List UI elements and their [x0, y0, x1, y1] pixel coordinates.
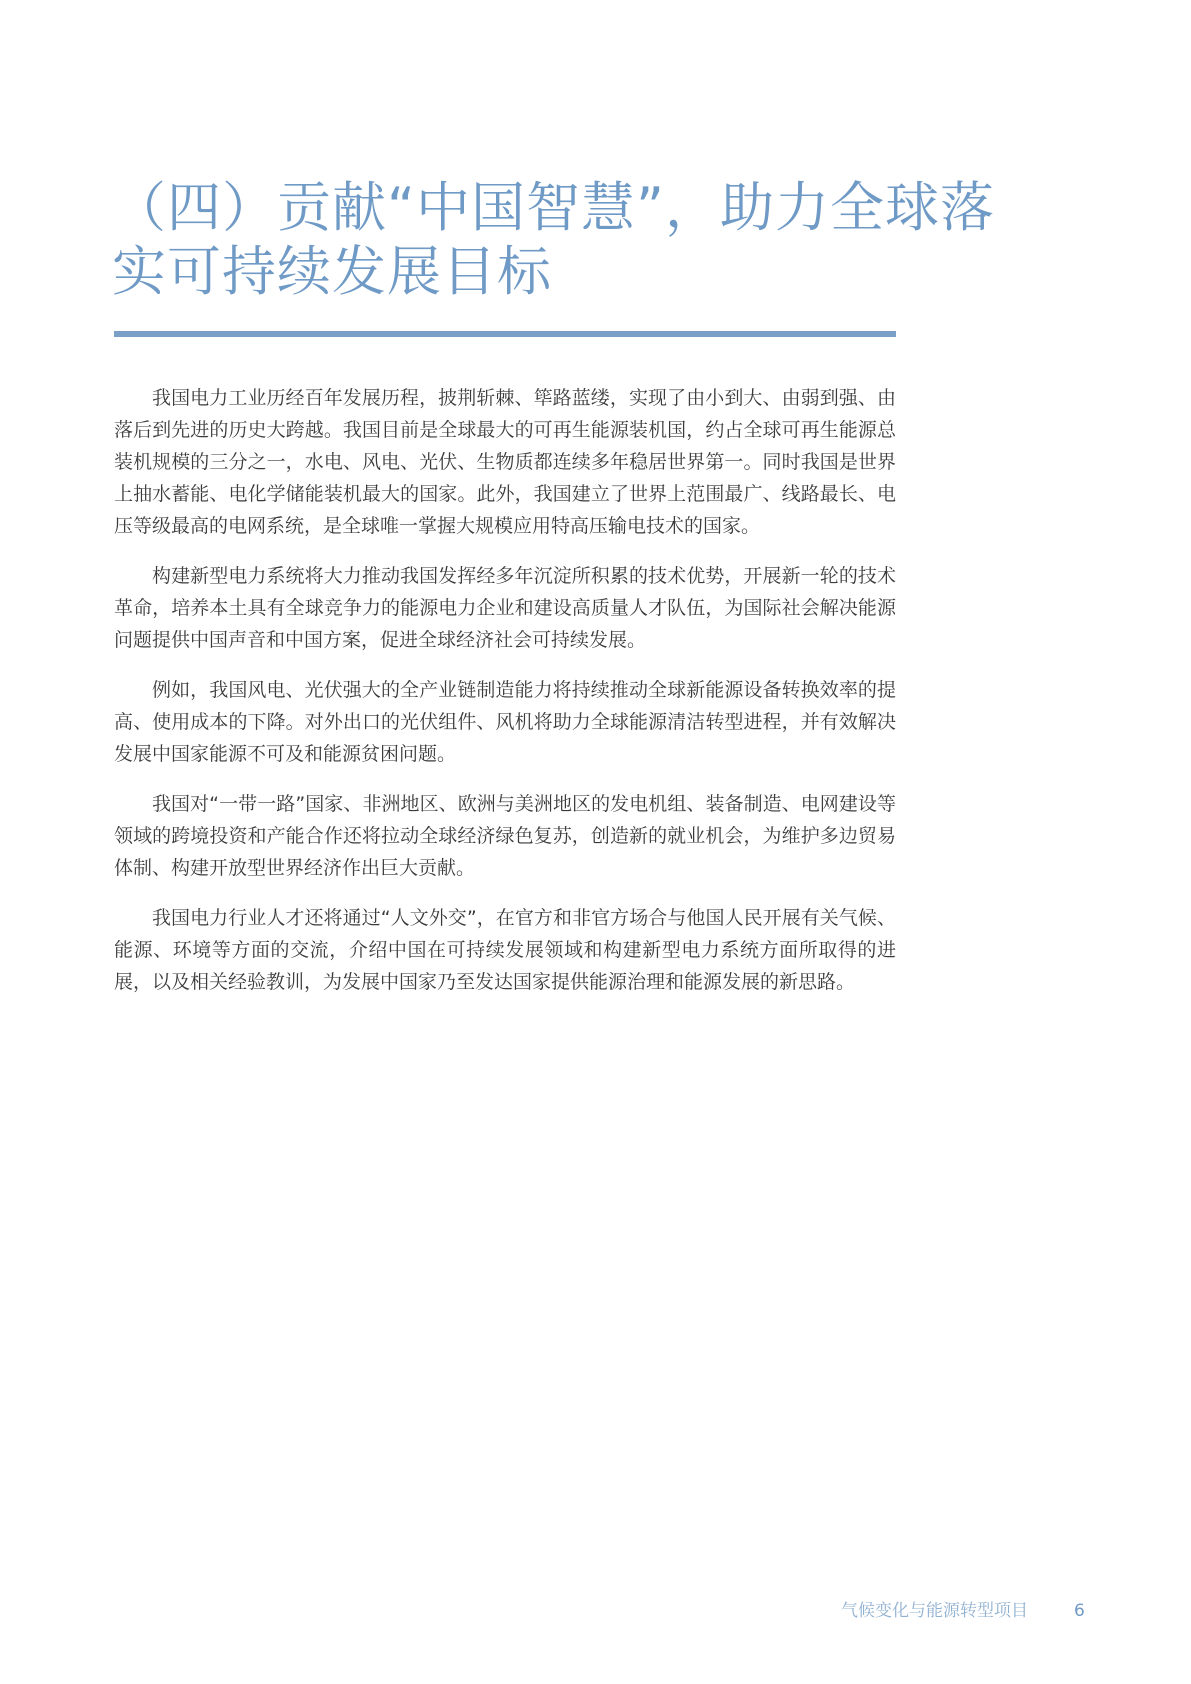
paragraph-4: 我国对“一带一路”国家、非洲地区、欧洲与美洲地区的发电机组、装备制造、电网建设等领域的跨境投资和产能合作还将拉动全球经济绿色复苏，创造新的就业机会，为维护多边贸易体制、构建开放型世界经济作出巨大贡献。 — [114, 793, 896, 879]
section-title-line-1: （四）贡献“中国智慧”，助力全球落 — [112, 176, 995, 239]
title-divider — [114, 331, 896, 337]
page-number: 6 — [1074, 1601, 1085, 1621]
footer-document-title: 气候变化与能源转型项目 — [841, 1601, 1028, 1621]
paragraph-2: 构建新型电力系统将大力推动我国发挥经多年沉淀所积累的技术优势，开展新一轮的技术革命，培养本土具有全球竞争力的能源电力企业和建设高质量人才队伍，为国际社会解决能源问题提供中国声音和中国方案，促进全球经济社会可持续发展。 — [114, 565, 896, 651]
paragraph-1: 我国电力工业历经百年发展历程，披荆斩棘、筚路蓝缕，实现了由小到大、由弱到强、由落后到先进的历史大跨越。我国目前是全球最大的可再生能源装机国，约占全球可再生能源总装机规模的三分之一，水电、风电、光伏、生物质都连续多年稳居世界第一。同时我国是世界上抽水蓄能、电化学储能装机最大的国家。此外，我国建立了世界上范围最广、线路最长、电压等级最高的电网系统，是全球唯一掌握大规模应用特高压输电技术的国家。 — [114, 387, 896, 537]
body-text — [114, 382, 896, 1016]
section-title — [112, 176, 995, 304]
section-title-line-2: 实可持续发展目标 — [112, 240, 552, 303]
paragraph-5: 我国电力行业人才还将通过“人文外交”，在官方和非官方场合与他国人民开展有关气候、能源、环境等方面的交流，介绍中国在可持续发展领域和构建新型电力系统方面所取得的进展，以及相关经验教训，为发展中国家乃至发达国家提供能源治理和能源发展的新思路。 — [114, 907, 896, 993]
paragraph-3: 例如，我国风电、光伏强大的全产业链制造能力将持续推动全球新能源设备转换效率的提高、使用成本的下降。对外出口的光伏组件、风机将助力全球能源清洁转型进程，并有效解决发展中国家能源不可及和能源贫困问题。 — [114, 679, 896, 765]
page-footer — [0, 1598, 1191, 1624]
